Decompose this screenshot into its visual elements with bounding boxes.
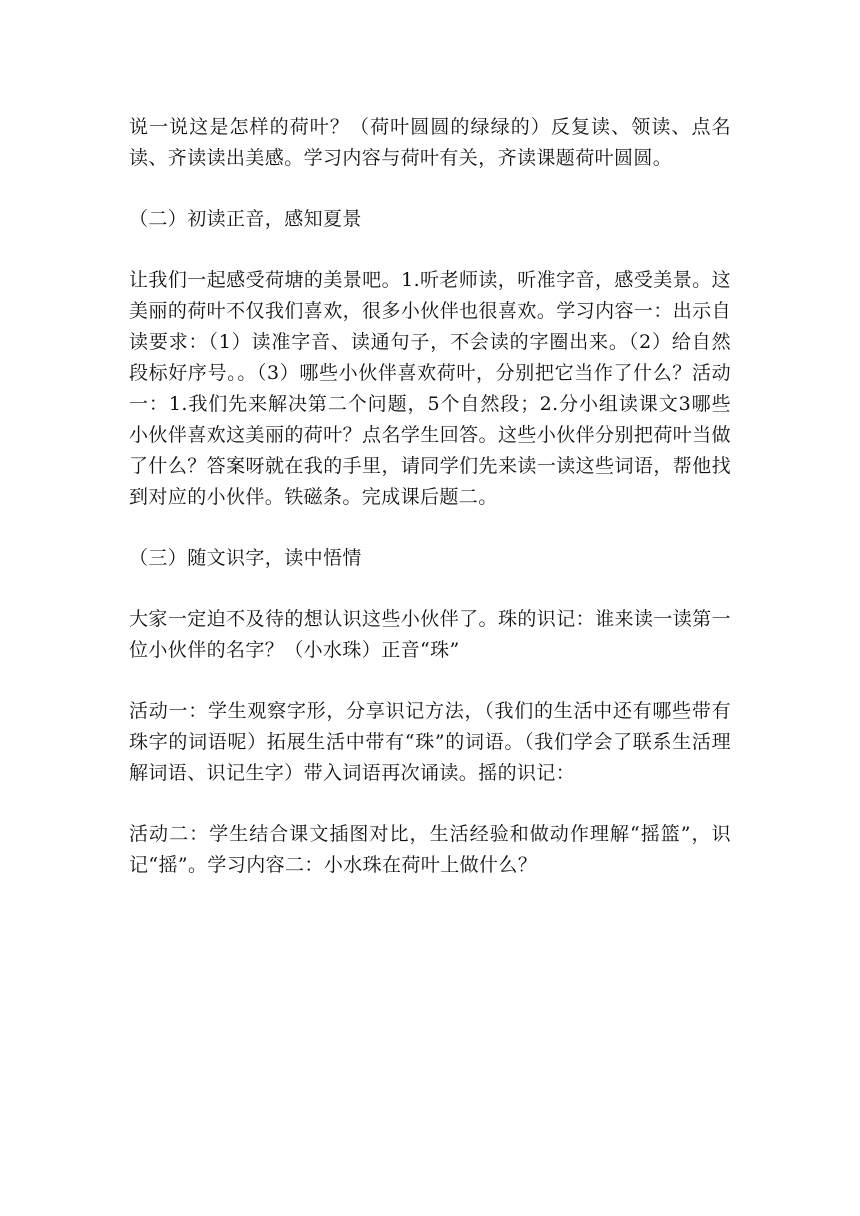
section-heading-character-learning: （三）随文识字，读中悟情: [129, 547, 362, 569]
paragraph-zhu-character: 大家一定迫不及待的想认识这些小伙伴了。珠的识记：谁来读一读第一位小伙伴的名字？（小水珠）正音“珠”: [129, 608, 731, 661]
document-body: [129, 112, 731, 881]
paragraph-activity-one: 活动一：学生观察字形，分享识记方法，（我们的生活中还有哪些带有珠字的词语呢）拓展生活中带有“珠”的词语。（我们学会了联系生活理解词语、识记生字）带入词语再次诵读。摇的识记：: [129, 700, 731, 784]
paragraph-lotus-description: 说一说这是怎样的荷叶？（荷叶圆圆的绿绿的）反复读、领读、点名读、齐读读出美感。学习内容与荷叶有关，齐读课题荷叶圆圆。: [129, 116, 731, 169]
paragraph-activity-two: 活动二：学生结合课文插图对比，生活经验和做动作理解“摇篮”，识记“摇”。学习内容二：小水珠在荷叶上做什么？: [129, 823, 731, 876]
paragraph-first-reading-activity: 让我们一起感受荷塘的美景吧。1.听老师读，听准字音，感受美景。这美丽的荷叶不仅我们喜欢，很多小伙伴也很喜欢。学习内容一：出示自读要求：（1）读准字音、读通句子，不会读的字圈出来。（2）给自然段标好序号。。（3）哪些小伙伴喜欢荷叶，分别把它当作了什么？活动一：1.我们先来解决第二个问题，5个自然段；2.分小组读课文3哪些小伙伴喜欢这美丽的荷叶？点名学生回答。这些小伙伴分别把荷叶当做了什么？答案呀就在我的手里，请同学们先来读一读这些词语，帮他找到对应的小伙伴。铁磁条。完成课后题二。: [129, 269, 731, 508]
section-heading-first-reading: （二）初读正音，感知夏景: [129, 208, 362, 230]
